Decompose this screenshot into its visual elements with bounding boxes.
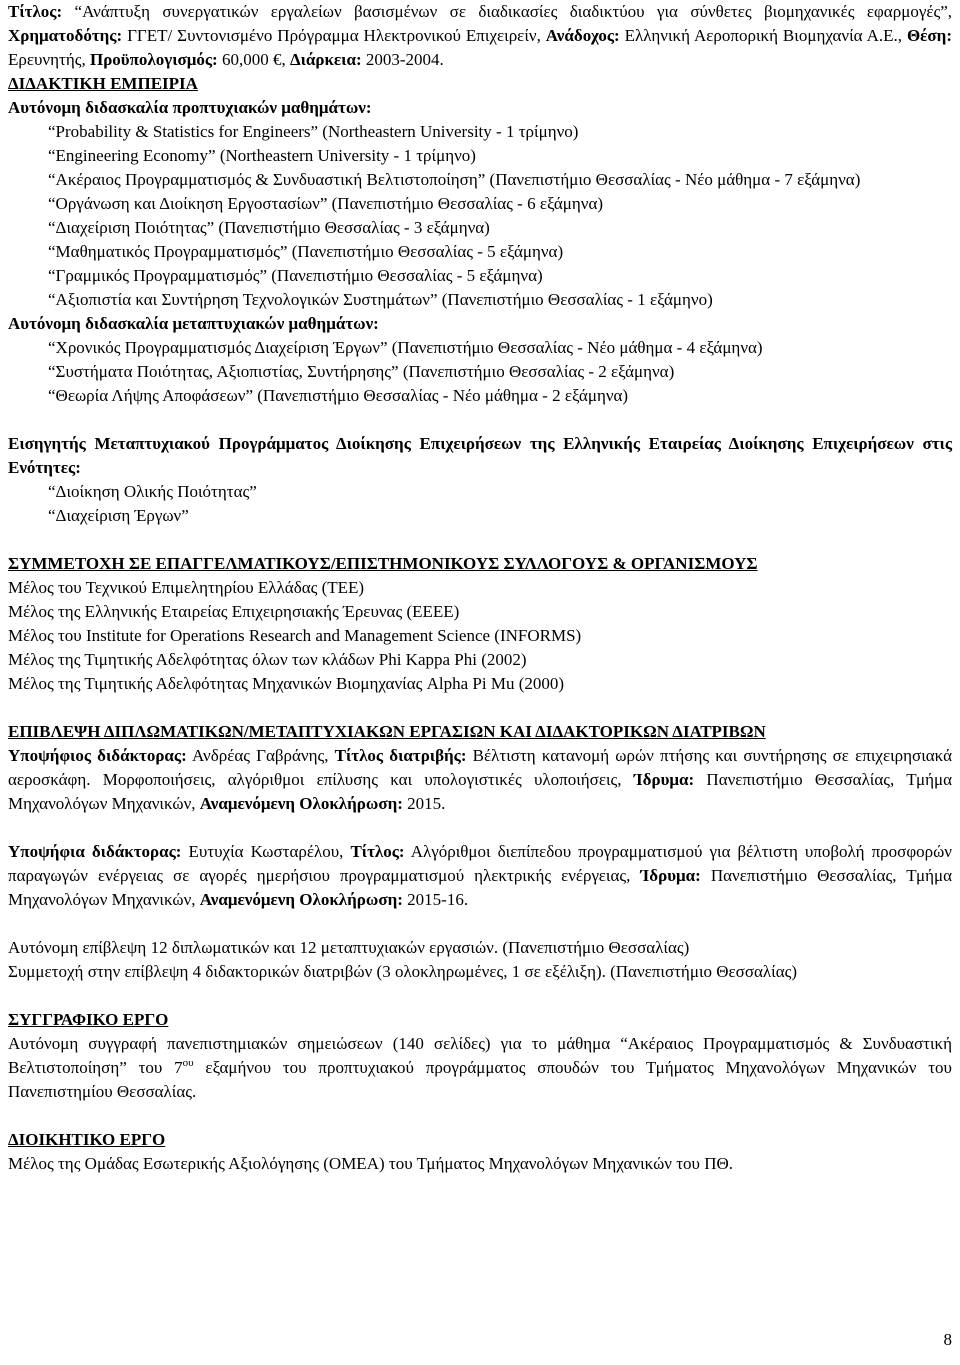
contractor-label: Ανάδοχος: — [545, 26, 620, 45]
title-value: “Ανάπτυξη συνεργατικών εργαλείων βασισμένων σε διαδικασίες διαδικτύου για σύνθετες βιομηχανικές εφαρμογές”, — [62, 2, 952, 21]
course-item: “Μαθηματικός Προγραμματισμός” (Πανεπιστήμιο Θεσσαλίας - 5 εξάμηνα) — [48, 242, 564, 261]
admin-heading: ΔΙΟΙΚΗΤΙΚΟ ΕΡΓΟ — [8, 1130, 166, 1149]
admin-text: Μέλος της Ομάδας Εσωτερικής Αξιολόγησης (ΟΜΕΑ) του Τμήματος Μηχανολόγων Μηχανικών του ΠΘ. — [8, 1154, 734, 1173]
funder-value: ΓΓΕΤ/ Συντονισμένο Πρόγραμμα Ηλεκτρονικού Επιχειρείν, — [122, 26, 546, 45]
writing-heading: ΣΥΓΓΡΑΦΙΚΟ ΕΡΓΟ — [8, 1010, 169, 1029]
candidate-2: Υποψήφια διδάκτορας: Ευτυχία Κωσταρέλου, Τίτλος: Αλγόριθμοι διεπίπεδου προγραμματισμού για βέλτιστη υποβολή προσφορών παραγωγών ενέργειας σε αγορές ημερήσιου προγραμματισμού ηλεκτρικής ενέργειας, Ίδρυμα: Πανεπιστήμιο Θεσσαλίας, Τμήμα Μηχανολόγων Μηχανικών, Αναμενόμενη Ολοκλήρωση: 2015-16. — [8, 842, 952, 909]
budget-label: Προϋπολογισμός: — [89, 50, 218, 69]
membership-item: Μέλος της Ελληνικής Εταιρείας Επιχειρησιακής Έρευνας (ΕΕΕΕ) — [8, 602, 460, 621]
project-description — [8, 0, 952, 72]
supervision-line: Αυτόνομη επίβλεψη 12 διπλωματικών και 12 μεταπτυχιακών εργασιών. (Πανεπιστήμιο Θεσσαλίας) — [8, 938, 690, 957]
course-item: “Γραμμικός Προγραμματισμός” (Πανεπιστήμιο Θεσσαλίας - 5 εξάμηνα) — [48, 266, 543, 285]
memberships-heading: ΣΥΜΜΕΤΟΧΗ ΣΕ ΕΠΑΓΓΕΛΜΑΤΙΚΟΥΣ/ΕΠΙΣΤΗΜΟΝΙΚΟΥΣ ΣΥΛΛΟΓΟΥΣ & ΟΡΓΑΝΙΣΜΟΥΣ — [8, 554, 758, 573]
grad-course-item: “Συστήματα Ποιότητας, Αξιοπιστίας, Συντήρησης” (Πανεπιστήμιο Θεσσαλίας - 2 εξάμηνα) — [48, 362, 675, 381]
lecturer-unit: “Διαχείριση Έργων” — [48, 506, 189, 525]
candidate-1: Υποψήφιος διδάκτορας: Ανδρέας Γαβράνης, Τίτλος διατριβής: Βέλτιστη κατανομή ωρών πτήσης και συντήρησης σε επιχειρησιακά αεροσκάφη. Μορφοποιήσεις, αλγόριθμοι επίλυσης και υπολογιστικές υλοποιήσεις, Ίδρυμα: Πανεπιστήμιο Θεσσαλίας, Τμήμα Μηχανολόγων Μηχανικών, Αναμενόμενη Ολοκλήρωση: 2015. — [8, 746, 953, 813]
funder-label: Χρηματοδότης: — [8, 26, 123, 45]
position-value: Ερευνητής, — [8, 50, 90, 69]
lecturer-unit: “Διοίκηση Ολικής Ποιότητας” — [48, 482, 257, 501]
membership-item: Μέλος του Τεχνικού Επιμελητηρίου Ελλάδας (ΤΕΕ) — [8, 578, 365, 597]
teaching-heading: ΔΙΔΑΚΤΙΚΗ ΕΜΠΕΙΡΙΑ — [8, 74, 198, 93]
course-item: “Διαχείριση Ποιότητας” (Πανεπιστήμιο Θεσσαλίας - 3 εξάμηνα) — [48, 218, 490, 237]
duration-label: Διάρκεια: — [289, 50, 362, 69]
grad-course-item: “Χρονικός Προγραμματισμός Διαχείριση Έργων” (Πανεπιστήμιο Θεσσαλίας - Νέο μάθημα - 4 εξάμηνα) — [48, 338, 763, 357]
course-item: “Οργάνωση και Διοίκηση Εργοστασίων” (Πανεπιστήμιο Θεσσαλίας - 6 εξάμηνα) — [48, 194, 604, 213]
undergrad-heading: Αυτόνομη διδασκαλία προπτυχιακών μαθημάτων: — [8, 98, 372, 117]
page-number: 8 — [943, 1330, 952, 1349]
grad-course-item: “Θεωρία Λήψης Αποφάσεων” (Πανεπιστήμιο Θεσσαλίας - Νέο μάθημα - 2 εξάμηνα) — [48, 386, 629, 405]
grad-heading: Αυτόνομη διδασκαλία μεταπτυχιακών μαθημάτων: — [8, 314, 379, 333]
course-item: “Ακέραιος Προγραμματισμός & Συνδυαστική Βελτιστοποίηση” (Πανεπιστήμιο Θεσσαλίας - Νέο μάθημα - 7 εξάμηνα) — [48, 170, 861, 189]
budget-value: 60,000 €, — [217, 50, 290, 69]
membership-item: Μέλος του Institute for Operations Research and Management Science (INFORMS) — [8, 626, 582, 645]
lecturer-heading: Εισηγητής Μεταπτυχιακού Προγράμματος Διοίκησης Επιχειρήσεων της Ελληνικής Εταιρείας Διοίκησης Επιχειρήσεων στις Ενότητες: — [8, 434, 952, 477]
duration-value: 2003-2004. — [361, 50, 444, 69]
supervision-heading: ΕΠΙΒΛΕΨΗ ΔΙΠΛΩΜΑΤΙΚΩΝ/ΜΕΤΑΠΤΥΧΙΑΚΩΝ ΕΡΓΑΣΙΩΝ ΚΑΙ ΔΙΔΑΚΤΟΡΙΚΩΝ ΔΙΑΤΡΙΒΩΝ — [8, 722, 766, 741]
supervision-line: Συμμετοχή στην επίβλεψη 4 διδακτορικών διατριβών (3 ολοκληρωμένες, 1 σε εξέλιξη). (Πανεπιστήμιο Θεσσαλίας) — [8, 962, 798, 981]
membership-item: Μέλος της Τιμητικής Αδελφότητας όλων των κλάδων Phi Kappa Phi (2002) — [8, 650, 527, 669]
membership-item: Μέλος της Τιμητικής Αδελφότητας Μηχανικών Βιομηχανίας Alpha Pi Mu (2000) — [8, 674, 565, 693]
position-label: Θέση: — [906, 26, 952, 45]
course-item: “Αξιοπιστία και Συντήρηση Τεχνολογικών Συστημάτων” (Πανεπιστήμιο Θεσσαλίας - 1 εξάμηνο) — [48, 290, 713, 309]
document-page — [8, 0, 952, 1176]
course-item: “Probability & Statistics for Engineers” (Northeastern University - 1 τρίμηνο) — [48, 122, 579, 141]
ordinal-suffix: ου — [182, 1057, 194, 1069]
title-label: Τίτλος: — [8, 2, 63, 21]
course-item: “Engineering Economy” (Northeastern University - 1 τρίμηνο) — [48, 146, 476, 165]
writing-text: Αυτόνομη συγγραφή πανεπιστημιακών σημειώσεων (140 σελίδες) για το μάθημα “Ακέραιος Προγραμματισμός & Συνδυαστική Βελτιστοποίηση” του $7^{o\upsilon}$ εξαμήνου του προπτυχιακού προγράμματος σπουδών του Τμήματος Μηχανολόγων Μηχανικών του Πανεπιστημίου Θεσσαλίας. — [8, 1034, 952, 1101]
contractor-value: Ελληνική Αεροπορική Βιομηχανία Α.Ε., — [619, 26, 907, 45]
